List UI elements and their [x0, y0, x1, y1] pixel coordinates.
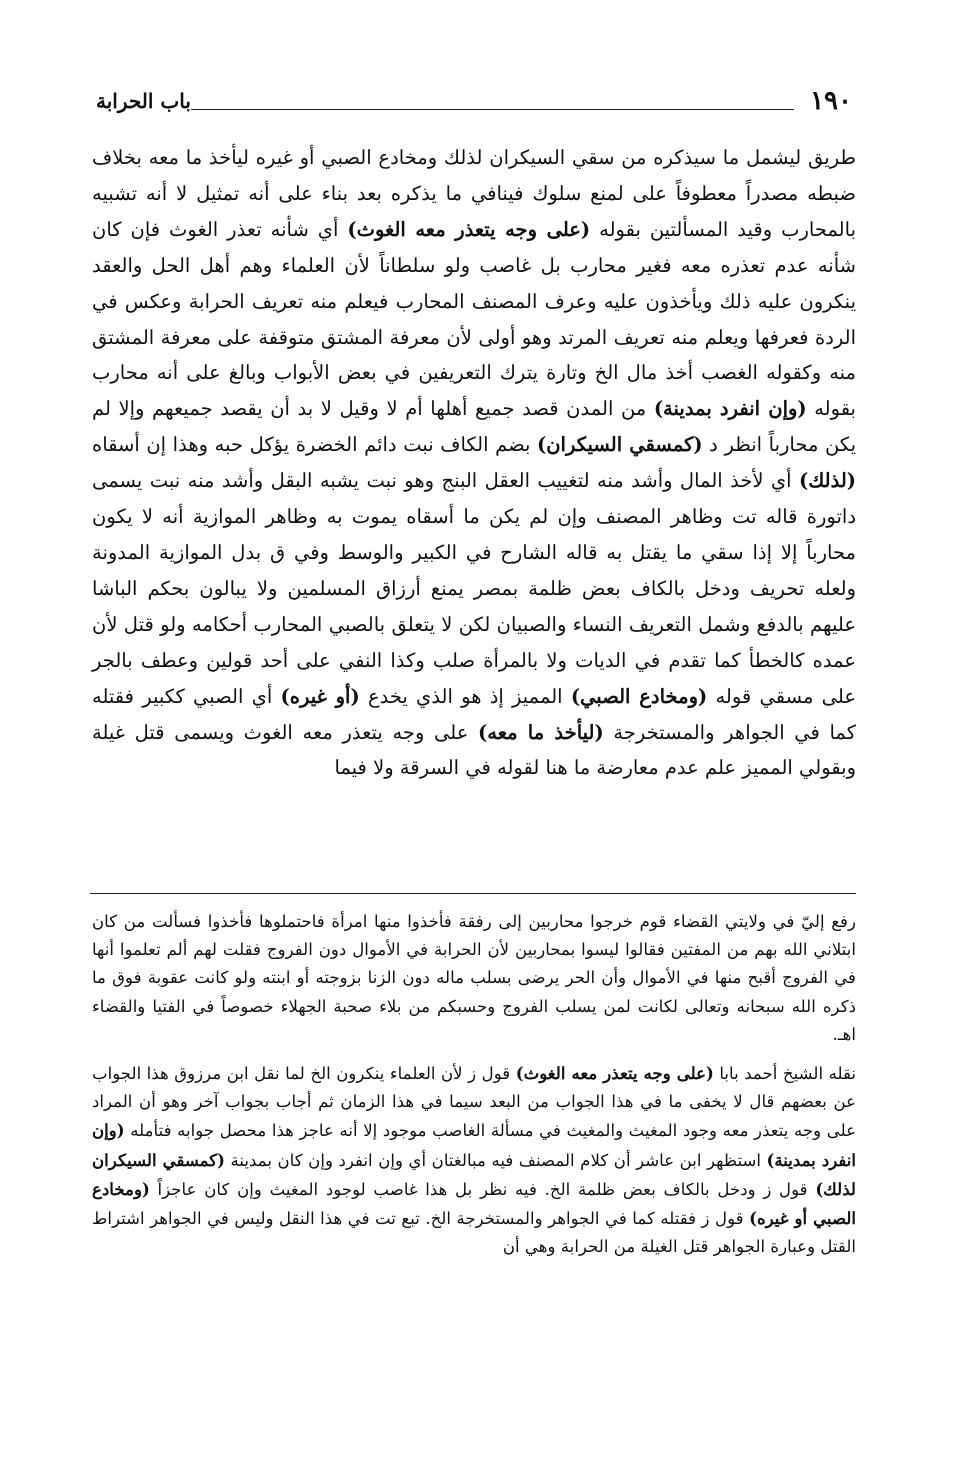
main-text-bold: (ليأخذ ما معه): [478, 720, 604, 744]
page-number: ١٩٠: [810, 86, 852, 116]
main-text-segment: أي شأنه تعذر الغوث فإن كان شأنه عدم تعذره معه فغير محارب بل غاصب ولو سلطاناً لأن العلماء وهم أهل الحل والعقد ينكرون عليه ذلك ويأخذون عليه وعرف المصنف المحارب فيعلم منه تعريف الحرابة وعكس في الردة فعرفها ويعلم منه تعريف المرتد وهو أولى لأن معرفة المشتق متوقفة على معرفة المشتق منه وكقوله الغصب أخذ مال الخ وتارة يترك التعريفين في بعض الأبواب وبالغ على أنه محارب بقوله: [92, 217, 856, 421]
header-rule: [191, 109, 794, 110]
footnote-segment: قول ز فقتله كما في الجواهر والمستخرجة الخ. تبع تت في هذا النقل وليس في الجواهر اشتراط القتل وعبارة الجواهر قتل الغيلة من الحرابة وهي أن: [92, 1209, 856, 1257]
page-header: [96, 84, 852, 124]
footnote-bold: (وإن انفرد بمدينة): [92, 1120, 856, 1170]
footnote-segment: قول ز لأن العلماء ينكرون الخ لما نقل ابن مرزوق هذا الجواب عن بعضهم قال لا يخفى ما في هذا الجواب من البعد سيما في هذا الزمان ثم أجاب بجواب آخر وهو أن المراد على وجه يتعذر معه وجود المغيث والمغيث في مسألة الغاصب موجود إلا أنه عاجز هذا محصل جوابه فتأمله: [92, 1064, 856, 1141]
footnote-paragraph-2: [92, 1059, 856, 1261]
main-text-segment: على وجه يتعذر معه الغوث ويسمى قتل غيلة وبقولي المميز علم عدم معارضة ما هنا لقوله في السرقة ولا فيما: [92, 720, 856, 780]
main-text-segment: بضم الكاف نبت دائم الخضرة يؤكل حبه وهذا إن أسقاه: [92, 433, 537, 457]
footnote-segment: نقله الشيخ أحمد بابا: [713, 1064, 856, 1084]
main-text-segment: المميز إذ هو الذي يخدع: [359, 684, 571, 708]
main-text-segment: أي الصبي ككبير فقتله كما في الجواهر والمستخرجة: [92, 684, 856, 744]
main-text: [92, 140, 856, 786]
main-text-bold: (ومخادع الصبي): [570, 684, 708, 708]
section-title: باب الحرابة: [96, 89, 191, 113]
main-text-bold: (أو غيره): [280, 684, 360, 708]
footnote-segment: قول ز ودخل بالكاف بعض ظلمة الخ. فيه نظر بل هذا غاصب لوجود المغيث وإن كان عاجزاً: [149, 1179, 816, 1199]
footnotes: [92, 908, 856, 1261]
main-paragraph: [92, 140, 856, 786]
footnote-bold: (على وجه يتعذر معه الغوث): [515, 1063, 714, 1084]
footnote-separator: [90, 893, 856, 894]
main-text-segment: من المدن قصد جميع أهلها أم لا وقيل لا بد أن يقصد جميعهم وإلا لم يكن محارباً انظر د: [92, 397, 857, 457]
main-text-bold: (لذلك): [798, 469, 856, 493]
footnote-paragraph-1: رفع إليّ في ولايتي القضاء قوم خرجوا محاربين إلى رفقة فأخذوا منها امرأة فاحتملوها فأخذوا فسألت من كان ابتلاني الله بهم من المفتين فقالوا ليسوا بمحاربين لأن الحرابة في الأموال دون الفروج فقلت لهم ألم تعلموا أنها في الفروج أقبح منها في الأموال وأن الحر يرضى بسلب ماله دون الزنا بزوجته أو ابنته ولو كانت عقوبة فوق ما ذكره الله سبحانه وتعالى لكانت لمن يسلب الفروج وحسبكم من بلاء صحبة الجهلاء خصوصاً في الفتيا والقضاء اهـ.: [92, 912, 856, 1044]
footnote-segment: استظهر ابن عاشر أن كلام المصنف فيه مبالغتان أي وإن انفرد وإن كان بمدينة: [225, 1150, 767, 1170]
footnote-bold: (كمسقي السيكران لذلك): [92, 1149, 856, 1199]
main-text-bold: (على وجه يتعذر معه الغوث): [347, 217, 591, 241]
footnote-bold: (ومخادع الصبي أو غيره): [92, 1178, 856, 1229]
main-text-segment: طريق ليشمل ما سيذكره من سقي السيكران لذلك ومخادع الصبي أو غيره ليأخذ ما معه بخلاف ضبطه مصدراً معطوفاً على لمنع سلوك فينافي ما يذكره بعد بناء على أنه تمثيل لا أنه تشبيه بالمحارب وقيد المسألتين بقوله: [92, 146, 856, 241]
main-text-bold: (كمسقي السيكران): [537, 433, 703, 457]
main-text-bold: (وإن انفرد بمدينة): [653, 397, 807, 421]
main-text-segment: أي لأخذ المال وأشد منه لتغييب العقل البنج وهو نبت يشبه البقل وأشد منه نبت يسمى داتورة قاله تت وظاهر المصنف وإن لم يكن ما أسقاه يموت به وظاهر الموازية أنه لا يكون محارباً إلا إذا سقي ما يقتل به قاله الشارح في الكبير والوسط وفي ق بدل الموازية المدونة ولعله تحريف ودخل بالكاف بعض ظلمة بمصر يمنع أرزاق المسلمين ولا يبالون بحكم الباشا عليهم بالدفع وشمل التعريف النساء والصبيان لكن لا يتعلق بالصبي المحارب أحكامه ولو قتل لأن عمده كالخطأ كما تقدم في الديات ولا بالمرأة صلب وكذا النفي على أحد قولين وعطف بالجر على مسقي قوله: [92, 469, 856, 708]
